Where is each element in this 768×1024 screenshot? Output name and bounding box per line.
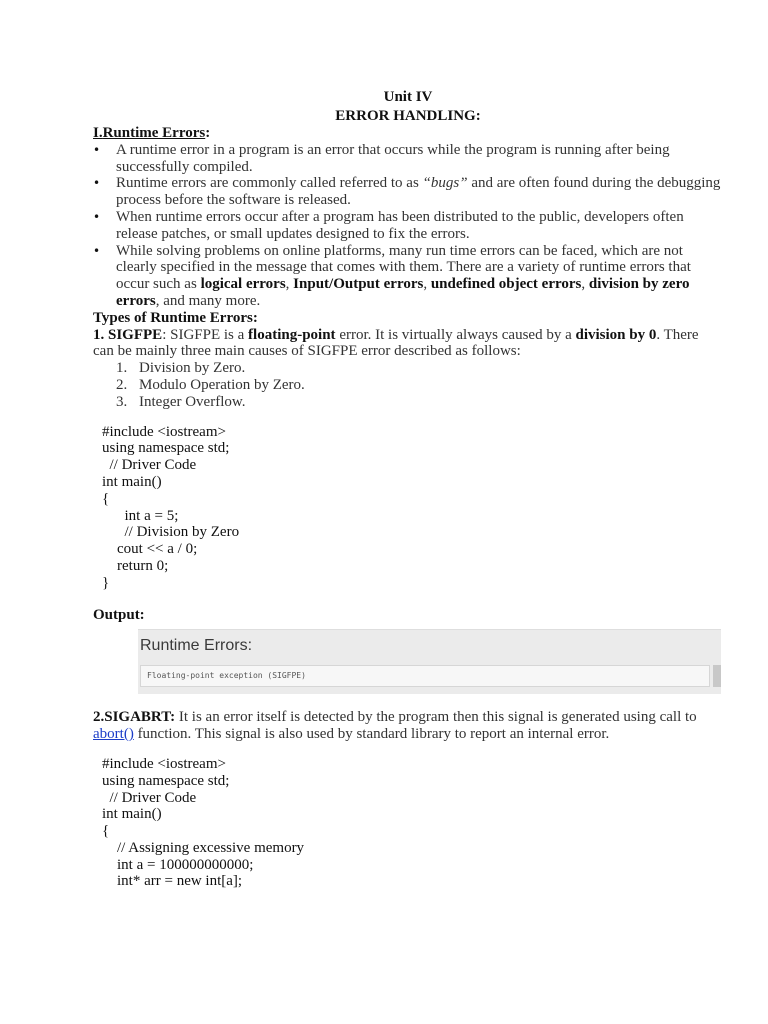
list-item: • While solving problems on online platforms, many run time errors can be faced, which are not clearly specified in the message that comes with them. There are a variety of runtime errors that occur such as logical errors, Input/Output errors, undefined object errors, division by zero errors, and many more. xyxy=(93,243,723,310)
code-block-sigabrt xyxy=(93,756,723,890)
section-title: Runtime Errors xyxy=(102,125,206,141)
code-line: #include <iostream> xyxy=(102,755,226,772)
output-title: Runtime Errors: xyxy=(140,637,253,655)
code-line: return 0; xyxy=(102,557,169,574)
list-item: • Runtime errors are commonly called referred to as “bugs” and are often found during the debugging process before the software is released. xyxy=(93,175,723,209)
list-item: • A runtime error in a program is an error that occurs while the program is running after being successfully compiled. xyxy=(93,142,723,176)
output-text: Floating-point exception (SIGFPE) xyxy=(147,671,306,681)
code-line: int main() xyxy=(102,806,162,823)
sigabrt-paragraph: 2.SIGABRT: It is an error itself is detected by the program then this signal is generated using call to abort() function. This signal is also used by standard library to report an internal error. xyxy=(93,709,697,743)
bugs-term: “bugs” xyxy=(422,175,468,192)
section-number: I. xyxy=(93,125,103,141)
list-item: 3. Integer Overflow. xyxy=(116,393,246,410)
code-line: // Driver Code xyxy=(102,789,197,806)
code-line: { xyxy=(102,823,110,840)
abort-link[interactable]: abort() xyxy=(93,726,134,743)
code-line: int* arr = new int[a]; xyxy=(102,873,243,890)
sigabrt-label: 2.SIGABRT: xyxy=(93,709,176,726)
output-label: Output: xyxy=(93,606,145,623)
page-title: ERROR HANDLING: xyxy=(335,107,481,124)
code-line: // Assigning excessive memory xyxy=(102,839,305,856)
document-page xyxy=(93,88,723,890)
code-line: int a = 5; xyxy=(102,507,179,524)
code-line: int main() xyxy=(102,473,162,490)
code-line: using namespace std; xyxy=(102,440,230,457)
code-line: cout << a / 0; xyxy=(102,541,198,558)
sigfpe-label: 1. SIGFPE xyxy=(93,326,163,343)
code-line: // Driver Code xyxy=(102,457,197,474)
output-scrollbar xyxy=(713,665,721,687)
sigfpe-causes-list xyxy=(93,360,723,410)
list-item: 2. Modulo Operation by Zero. xyxy=(116,376,305,393)
types-heading: Types of Runtime Errors: xyxy=(93,309,258,326)
sigfpe-paragraph: 1. SIGFPE: SIGFPE is a floating-point error. It is virtually always caused by a division by 0. There can be mainly three main causes of SIGFPE error described as follows: xyxy=(93,326,699,360)
list-item: 1. Division by Zero. xyxy=(116,360,246,377)
code-block-sigfpe xyxy=(93,424,723,592)
list-item: • When runtime errors occur after a program has been distributed to the public, developers often release patches, or small updates designed to fix the errors. xyxy=(93,209,723,243)
section-heading-runtime-errors: I.Runtime Errors: xyxy=(93,125,211,141)
code-line: #include <iostream> xyxy=(102,423,226,440)
code-line: // Division by Zero xyxy=(102,524,240,541)
code-line: int a = 100000000000; xyxy=(102,856,254,873)
code-line: } xyxy=(102,574,110,591)
code-line: using namespace std; xyxy=(102,772,230,789)
runtime-errors-bullet-list xyxy=(93,142,723,310)
unit-title: Unit IV xyxy=(383,89,433,105)
code-line: { xyxy=(102,490,110,507)
output-field xyxy=(140,665,710,687)
output-screenshot xyxy=(138,629,721,694)
